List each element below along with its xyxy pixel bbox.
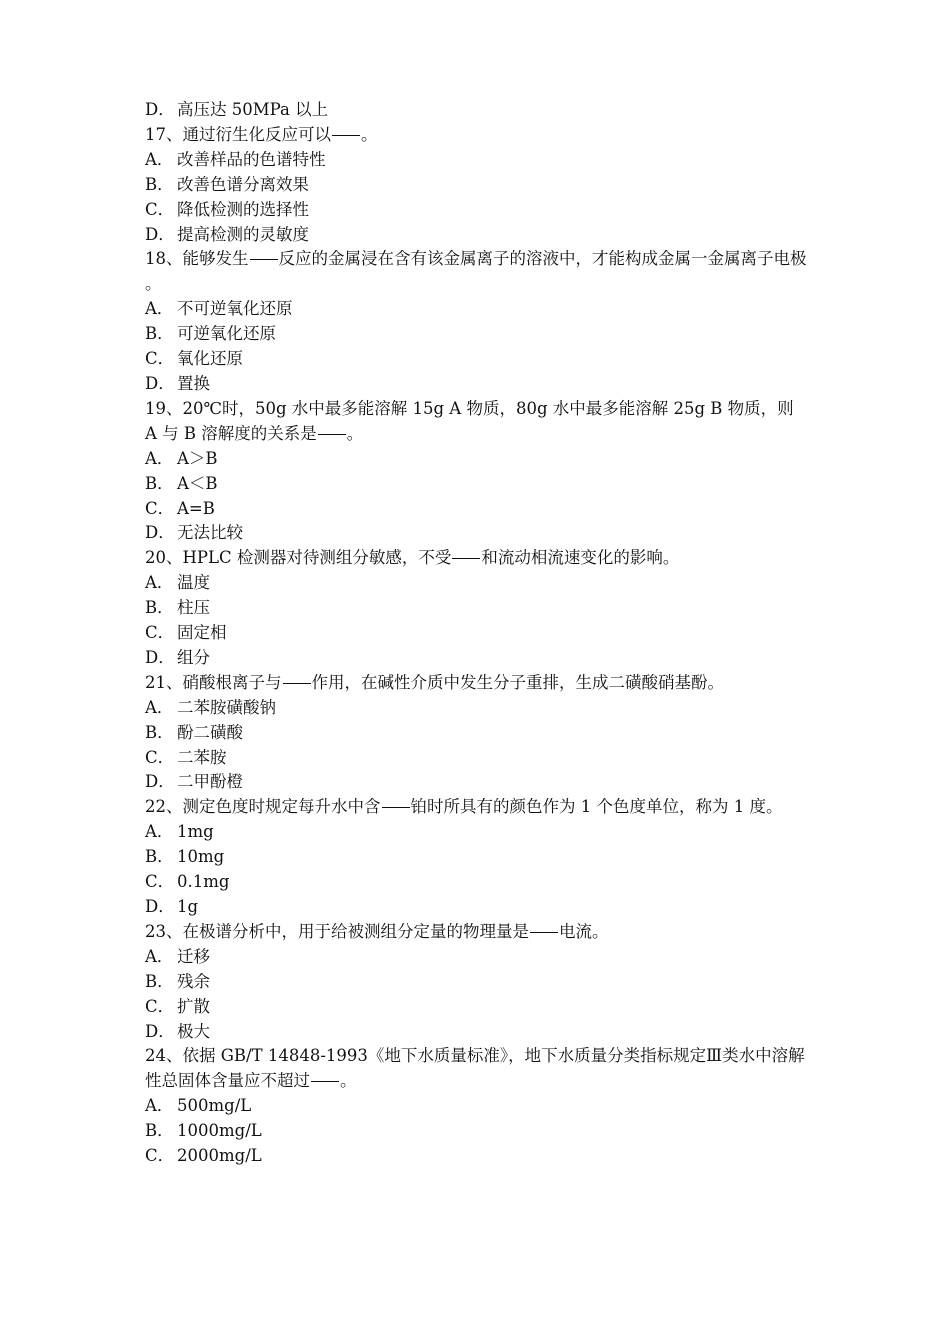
answer-option	[145, 845, 810, 870]
option-letter: C．	[145, 498, 175, 518]
option-text: 迁移	[177, 946, 210, 966]
option-text: 2000mg/L	[177, 1146, 262, 1166]
option-text: 扩散	[177, 996, 210, 1016]
answer-option	[145, 721, 810, 746]
option-letter: C．	[145, 872, 175, 892]
answer-option	[145, 447, 810, 472]
answer-blank	[332, 135, 360, 136]
answer-option	[145, 870, 810, 895]
answer-option	[145, 571, 810, 596]
answer-option	[145, 223, 810, 248]
answer-option	[145, 746, 810, 771]
option-letter: A．	[145, 448, 174, 468]
answer-option	[145, 1144, 810, 1169]
option-letter: D．	[145, 897, 175, 916]
answer-option	[145, 945, 810, 970]
option-text: A＜B	[177, 473, 218, 493]
option-letter: C．	[145, 199, 175, 219]
question-stem	[145, 920, 810, 945]
option-letter: B．	[145, 473, 174, 493]
question-stem	[145, 123, 810, 148]
question-text: 17、通过衍生化反应可以	[145, 124, 331, 144]
answer-option	[145, 596, 810, 621]
option-text: 二苯胺	[177, 747, 227, 767]
option-letter: A．	[145, 946, 174, 966]
answer-option	[145, 98, 810, 123]
answer-option	[145, 895, 810, 920]
question-stem	[145, 795, 810, 820]
option-text: 500mg/L	[177, 1096, 252, 1116]
answer-option	[145, 1020, 810, 1045]
option-letter: C．	[145, 623, 175, 643]
answer-option	[145, 820, 810, 845]
answer-option	[145, 995, 810, 1020]
answer-option	[145, 646, 810, 671]
question-text: 21、硝酸根离子与	[145, 672, 282, 692]
option-letter: D．	[145, 523, 175, 543]
answer-option	[145, 198, 810, 223]
option-text: 酚二磺酸	[177, 722, 243, 742]
option-letter: B．	[145, 971, 174, 991]
option-text: 二苯胺磺酸钠	[177, 697, 276, 717]
option-text: 组分	[177, 647, 210, 667]
answer-option	[145, 696, 810, 721]
question-text-tail: 作用，在碱性介质中发生分子重排，生成二磺酸硝基酚。	[311, 672, 724, 692]
option-letter: A．	[145, 822, 174, 842]
question-stem	[145, 1044, 810, 1094]
answer-option	[145, 521, 810, 546]
question-text-tail: 。	[340, 1071, 357, 1091]
answer-blank	[530, 932, 558, 933]
answer-option	[145, 173, 810, 198]
answer-blank	[318, 434, 346, 435]
question-stem	[145, 397, 810, 447]
option-letter: B．	[145, 722, 174, 742]
answer-option	[145, 148, 810, 173]
option-text: 可逆氧化还原	[177, 324, 276, 344]
question-stem	[145, 546, 810, 571]
answer-blank	[283, 683, 311, 684]
answer-option	[145, 497, 810, 522]
option-text: 极大	[177, 1021, 210, 1041]
answer-option	[145, 970, 810, 995]
option-letter: D．	[145, 772, 175, 792]
option-letter: B．	[145, 598, 174, 618]
option-text: 氧化还原	[177, 349, 243, 369]
answer-option	[145, 472, 810, 497]
option-text: 降低检测的选择性	[177, 199, 309, 219]
answer-option	[145, 372, 810, 397]
answer-option	[145, 1119, 810, 1144]
question-stem	[145, 671, 810, 696]
answer-blank	[311, 1081, 339, 1082]
question-text-tail: 和流动相流速变化的影响。	[481, 548, 680, 568]
option-text: 无法比较	[177, 523, 243, 543]
question-text: 24、依据 GB/T 14848-1993《地下水质量标准》，地下水质量分类指标规定Ⅲ类水中溶解性总固体含量应不超过	[145, 1046, 805, 1091]
question-text: 22、测定色度时规定每升水中含	[145, 797, 381, 817]
option-text: 1000mg/L	[177, 1121, 262, 1141]
option-text: 柱压	[177, 598, 210, 618]
option-letter: A．	[145, 1096, 174, 1116]
option-text: 改善样品的色谱特性	[177, 149, 326, 169]
answer-option	[145, 770, 810, 795]
option-text: 1mg	[177, 822, 214, 842]
question-text: 18、能够发生	[145, 249, 249, 269]
question-text-tail: 电流。	[559, 921, 609, 941]
option-letter: C．	[145, 1146, 175, 1166]
option-text: 提高检测的灵敏度	[177, 224, 309, 244]
option-text: 不可逆氧化还原	[177, 299, 293, 319]
answer-option	[145, 347, 810, 372]
option-letter: D．	[145, 373, 175, 393]
question-text: 20、HPLC 检测器对待测组分敏感，不受	[145, 548, 452, 568]
question-stem	[145, 247, 810, 297]
option-letter: A．	[145, 299, 174, 319]
answer-option	[145, 322, 810, 347]
option-letter: B．	[145, 1121, 174, 1141]
answer-blank	[382, 807, 410, 808]
option-letter: B．	[145, 174, 174, 194]
option-letter: D．	[145, 100, 175, 119]
answer-option	[145, 621, 810, 646]
option-letter: D．	[145, 1021, 175, 1041]
option-letter: A．	[145, 697, 174, 717]
option-text: 固定相	[177, 623, 227, 643]
option-letter: D．	[145, 647, 175, 667]
option-letter: C．	[145, 996, 175, 1016]
option-text: 二甲酚橙	[177, 772, 243, 792]
option-text: 10mg	[177, 847, 225, 867]
question-text-tail: 。	[361, 124, 378, 144]
option-text: A=B	[177, 498, 215, 518]
question-text: 19、20℃时，50g 水中最多能溶解 15g A 物质，80g 水中最多能溶解 25g B 物质，则 A 与 B 溶解度的关系是	[145, 398, 794, 443]
question-text-tail: 铂时所具有的颜色作为 1 个色度单位，称为 1 度。	[410, 797, 783, 817]
option-text: 置换	[177, 373, 210, 393]
option-letter: C．	[145, 349, 175, 369]
question-text-tail: 。	[346, 423, 364, 443]
option-letter: B．	[145, 847, 174, 867]
option-text: 1g	[177, 897, 199, 916]
question-text: 23、在极谱分析中，用于给被测组分定量的物理量是	[145, 921, 529, 941]
option-letter: B．	[145, 324, 174, 344]
option-text: 改善色谱分离效果	[177, 174, 309, 194]
option-letter: C．	[145, 747, 175, 767]
question-text-tail: 反应的金属浸在含有该金属离子的溶液中，才能构成金属一金属离子电极。	[145, 249, 807, 294]
option-text: 残余	[177, 971, 210, 991]
answer-option	[145, 1094, 810, 1119]
option-text: A＞B	[177, 448, 218, 468]
option-letter: A．	[145, 573, 174, 593]
option-letter: A．	[145, 149, 174, 169]
answer-blank	[250, 259, 278, 260]
option-letter: D．	[145, 224, 175, 244]
answer-option	[145, 297, 810, 322]
option-text: 0.1mg	[177, 872, 230, 892]
question-list	[145, 98, 810, 1169]
option-text: 温度	[177, 573, 210, 593]
option-text: 高压达 50MPa 以上	[177, 100, 329, 119]
answer-blank	[452, 558, 480, 559]
